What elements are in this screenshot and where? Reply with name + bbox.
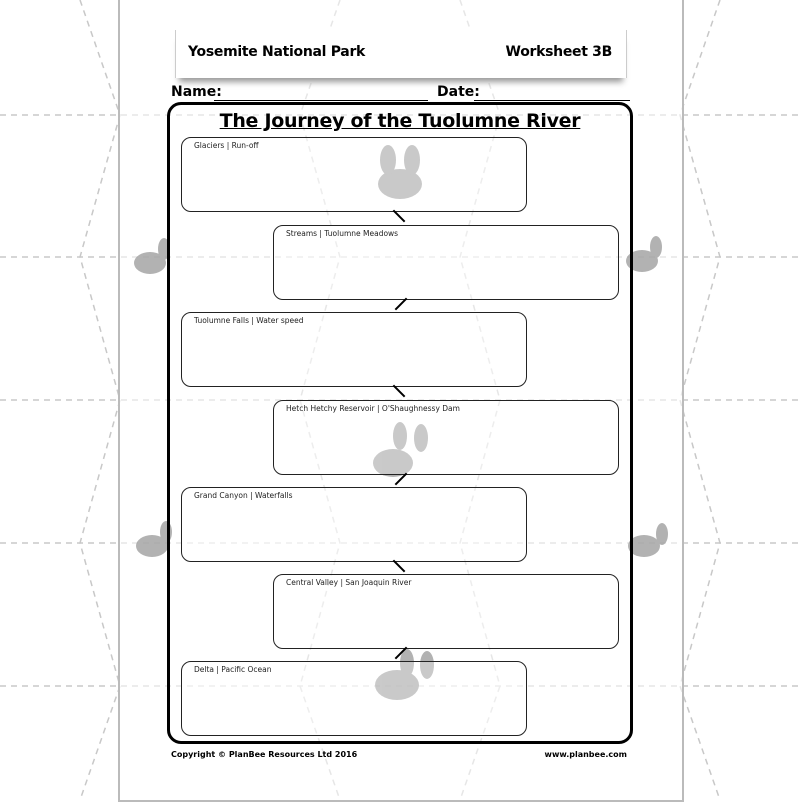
worksheet-header <box>175 30 627 78</box>
page-title: The Journey of the Tuolumne River <box>219 110 581 132</box>
date-field[interactable] <box>474 100 630 101</box>
website-link: www.planbee.com <box>544 750 627 759</box>
stage-box[interactable] <box>273 400 619 475</box>
stage-label: Central Valley | San Joaquin River <box>286 578 412 587</box>
stage-label: Grand Canyon | Waterfalls <box>194 491 293 500</box>
header-worksheet-number: Worksheet 3B <box>505 44 612 60</box>
name-field[interactable] <box>214 100 428 101</box>
header-topic: Yosemite National Park <box>188 44 366 60</box>
stage-box[interactable] <box>181 312 527 387</box>
stage-label: Glaciers | Run-off <box>194 141 259 150</box>
stage-box[interactable] <box>273 225 619 300</box>
stage-label: Hetch Hetchy Reservoir | O'Shaughnessy Dam <box>286 404 460 413</box>
stage-box[interactable] <box>273 574 619 649</box>
stage-box[interactable] <box>181 487 527 562</box>
stage-box[interactable] <box>181 137 527 212</box>
stage-label: Streams | Tuolumne Meadows <box>286 229 399 238</box>
stage-label: Tuolumne Falls | Water speed <box>194 316 304 325</box>
name-label: Name: <box>171 84 222 100</box>
stage-label: Delta | Pacific Ocean <box>194 665 272 674</box>
stage-box[interactable] <box>181 661 527 736</box>
copyright-text: Copyright © PlanBee Resources Ltd 2016 <box>171 750 358 759</box>
date-label: Date: <box>437 84 480 100</box>
